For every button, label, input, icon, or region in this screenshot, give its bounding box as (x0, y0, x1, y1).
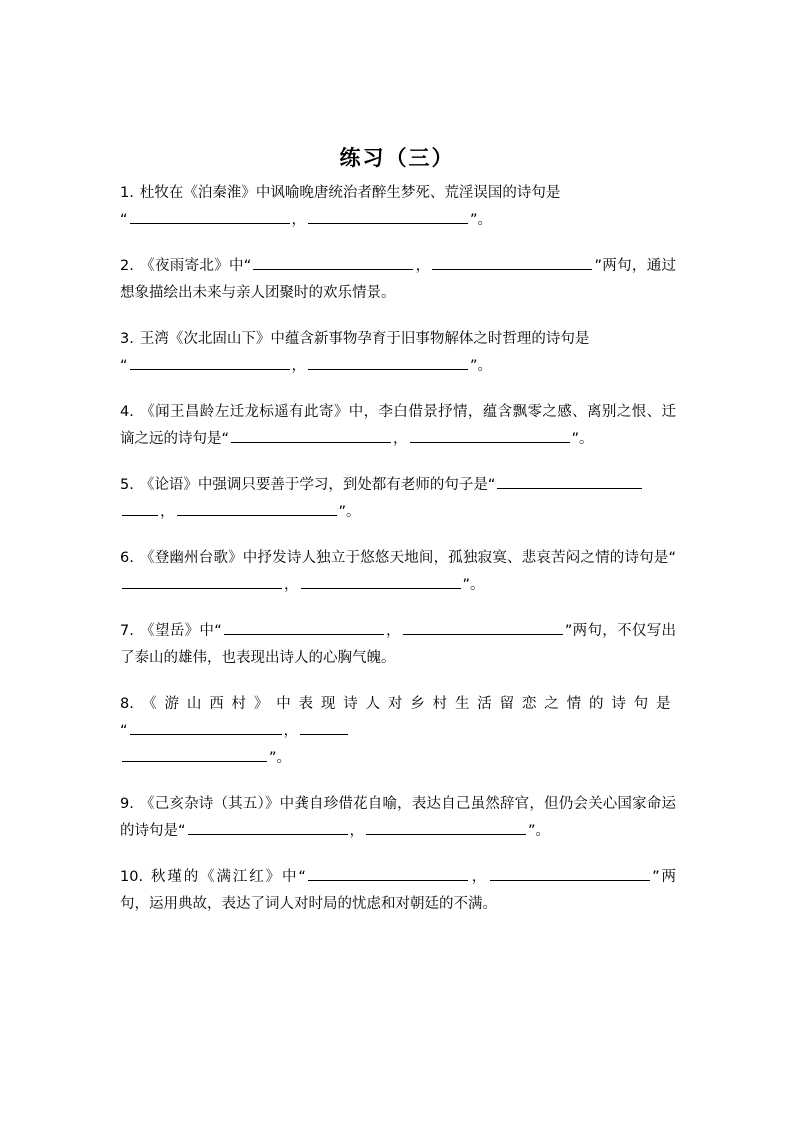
question-number: 1. (120, 185, 134, 201)
answer-blank-2[interactable] (177, 501, 337, 516)
question-8-answer (120, 718, 676, 772)
close-quote: ”。 (338, 504, 361, 520)
question-1 (120, 180, 676, 234)
question-6 (120, 545, 676, 599)
question-text: 《论语》中强调只要善于学习，到处都有老师的句子是“ (139, 477, 496, 493)
open-quote: “ (120, 358, 128, 374)
question-list (120, 180, 676, 937)
answer-blank-2[interactable] (432, 255, 592, 270)
answer-blank-2[interactable] (366, 820, 526, 835)
question-number: 5. (120, 477, 134, 493)
separator: ， (291, 358, 307, 374)
question-text-tail: ”两句，通过想象描绘出未来与亲人团聚时的欢乐情景。 (120, 258, 677, 301)
question-9 (120, 791, 676, 845)
question-text: 秋瑾的《满江红》中“ (149, 869, 306, 885)
answer-blank-1[interactable] (188, 820, 348, 835)
separator: ， (284, 577, 299, 593)
answer-blank-1[interactable] (130, 209, 290, 224)
separator: ， (283, 723, 299, 739)
question-5 (120, 472, 676, 526)
close-quote: ”。 (470, 212, 493, 228)
question-text: 王湾《次北固山下》中蕴含新事物孕育于旧事物解体之时哲理的诗句是 (139, 331, 590, 347)
question-text: 《游山西村》中表现诗人对乡村生活留恋之情的诗句是 (139, 696, 676, 712)
question-text: 《己亥杂诗（其五）》中龚自珍借花自喻，表达自己虽然辞官，但仍会关心国家命运的诗句是“ (120, 796, 676, 839)
answer-blank-1[interactable] (130, 355, 290, 370)
question-number: 9. (120, 796, 134, 812)
answer-blank-2[interactable] (300, 720, 348, 735)
question-7 (120, 618, 676, 672)
answer-blank-1[interactable] (497, 474, 642, 489)
answer-blank-1-continued[interactable] (122, 501, 158, 516)
question-number: 6. (120, 550, 134, 566)
separator: ， (469, 869, 489, 885)
question-text: 《闻王昌龄左迁龙标遥有此寄》中，李白借景抒情，蕴含飘零之感、离别之恨、迁谪之远的诗句是“ (120, 404, 676, 447)
question-10 (120, 864, 676, 918)
separator: ， (393, 431, 408, 447)
close-quote: ”。 (571, 431, 594, 447)
answer-blank-2[interactable] (308, 209, 468, 224)
question-text: 《夜雨寄北》中“ (139, 258, 252, 274)
separator: ， (415, 258, 431, 274)
question-2 (120, 253, 676, 307)
question-text-tail: ”两句，不仅写出了泰山的雄伟，也表现出诗人的心胸气魄。 (120, 623, 677, 666)
close-quote: ”。 (528, 823, 551, 839)
answer-blank-1[interactable] (253, 255, 413, 270)
close-quote: ”。 (269, 750, 292, 766)
question-text: 《望岳》中“ (139, 623, 222, 639)
open-quote: “ (120, 212, 128, 228)
answer-blank-2[interactable] (308, 355, 468, 370)
question-number: 7. (120, 623, 134, 639)
answer-blank-2-continued[interactable] (122, 747, 267, 762)
question-text: 杜牧在《泊秦淮》中讽喻晚唐统治者醉生梦死、荒淫误国的诗句是 (139, 185, 561, 201)
answer-blank-1[interactable] (122, 574, 282, 589)
answer-blank-1[interactable] (231, 428, 391, 443)
question-8 (120, 691, 676, 718)
question-number: 3. (120, 331, 134, 347)
page-title: 练习（三） (339, 145, 455, 170)
answer-blank-2[interactable] (301, 574, 461, 589)
question-number: 2. (120, 258, 134, 274)
close-quote: ”。 (462, 577, 485, 593)
question-text: 《登幽州台歌》中抒发诗人独立于悠悠天地间，孤独寂寞、悲哀苦闷之情的诗句是“ (139, 550, 676, 566)
question-3 (120, 326, 676, 380)
question-4 (120, 399, 676, 453)
question-number: 4. (120, 404, 134, 420)
separator: ， (349, 823, 365, 839)
answer-blank-1[interactable] (130, 720, 282, 735)
answer-blank-2[interactable] (410, 428, 570, 443)
question-number: 10. (120, 869, 144, 885)
question-text-tail: ”两句，运用典故，表达了词人对时局的忧虑和对朝廷的不满。 (120, 869, 677, 912)
separator: ， (385, 623, 401, 639)
separator: ， (291, 212, 307, 228)
question-number: 8. (120, 696, 134, 712)
open-quote: “ (120, 723, 128, 739)
separator: ， (160, 504, 175, 520)
close-quote: ”。 (470, 358, 493, 374)
answer-blank-1[interactable] (224, 620, 384, 635)
answer-blank-2[interactable] (490, 866, 650, 881)
answer-blank-1[interactable] (308, 866, 468, 881)
answer-blank-2[interactable] (403, 620, 563, 635)
